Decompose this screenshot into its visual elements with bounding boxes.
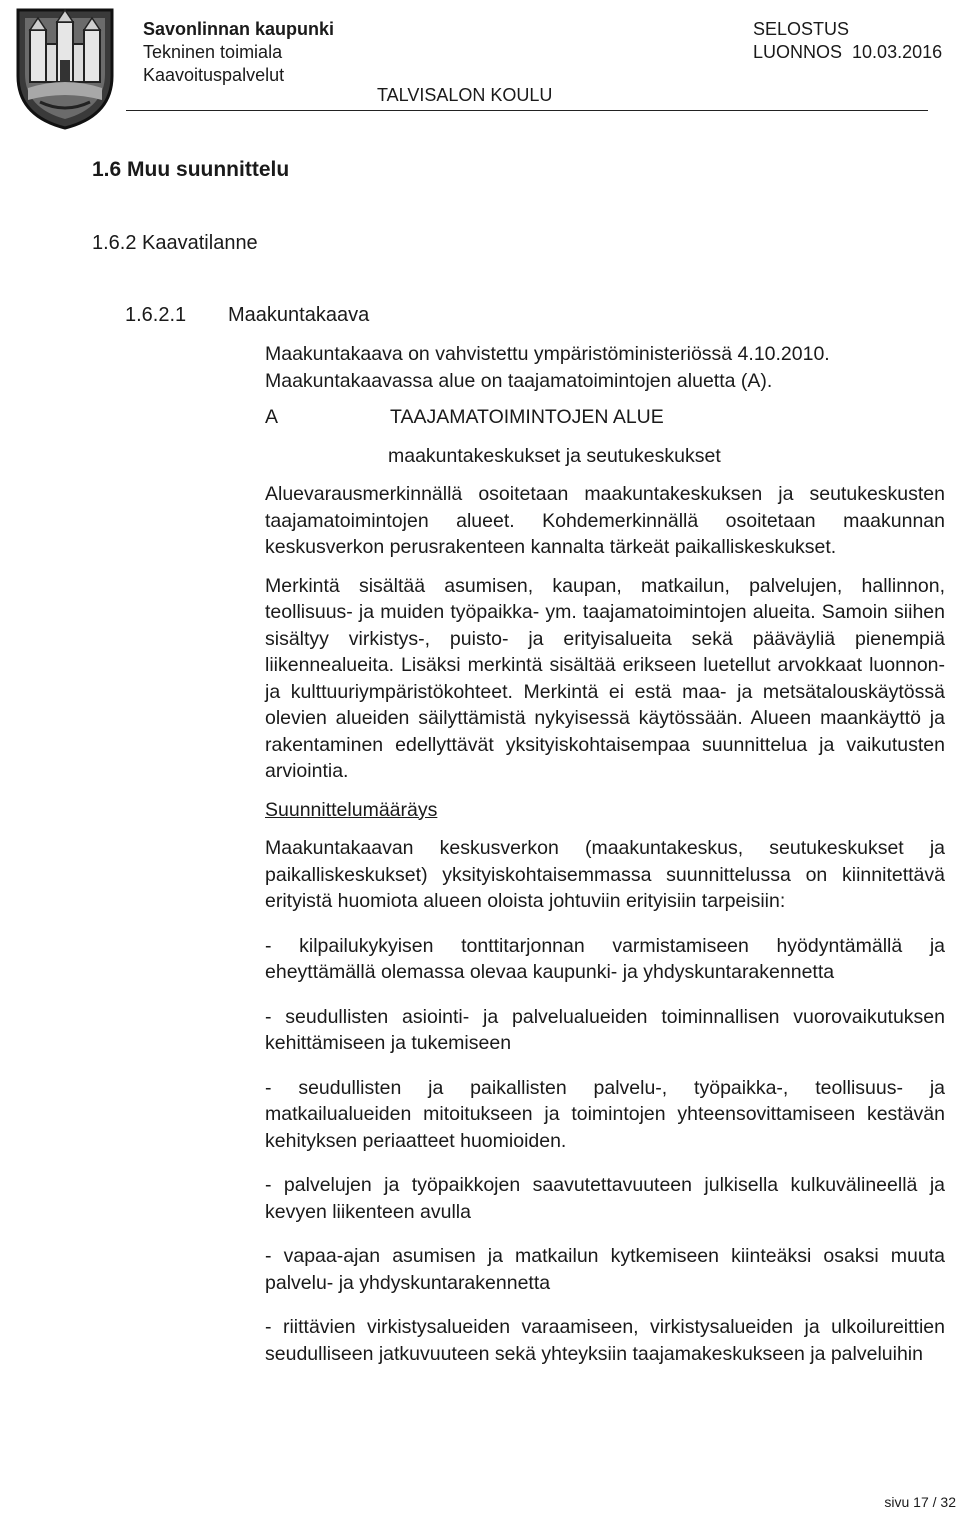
regulation-item-5: - vapaa-ajan asumisen ja matkailun kytkemiseen kiinteäksi osaksi muuta palvelu- ja yhdyskuntarakennetta	[265, 1245, 945, 1294]
organization-name: Savonlinnan kaupunki	[143, 19, 335, 39]
intro-line-2: Maakuntakaavassa alue on taajamatoimintojen aluetta (A).	[265, 369, 773, 392]
regulation-item-2: - seudullisten asiointi- ja palvelualueiden toiminnallisen vuorovaikutuksen kehittämiseen ja tukemiseen	[265, 1005, 945, 1054]
area-subtitle: maakuntakeskukset ja seutukeskukset	[388, 444, 721, 467]
regulation-item-3: - seudullisten ja paikallisten palvelu-, työpaikka-, teollisuus- ja matkailualueiden mitoitukseen ja toimintojen yhteensovittamiseen kestävän kehityksen periaatteet huomioiden.	[265, 1076, 945, 1152]
area-title: TAAJAMATOIMINTOJEN ALUE	[390, 406, 664, 428]
subsubsection-title: Maakuntakaava	[228, 304, 370, 326]
regulation-item-1: - kilpailukykyisen tonttitarjonnan varmistamiseen hyödyntämällä ja eheyttämällä olemassa olevaa kaupunki- ja yhdyskuntarakennetta	[265, 934, 945, 983]
subsubsection-heading	[125, 304, 369, 327]
designation-description: Aluevarausmerkinnällä osoitetaan maakuntakeskuksen ja seutukeskusten taajamatoimintojen alueet. Kohdemerkinnällä osoitetaan maakunnan keskusverkon perusrakenteen kannalta tärkeät paikalliskeskukset.	[265, 483, 945, 558]
header-divider	[126, 110, 928, 111]
area-code: A	[265, 406, 279, 428]
project-title: TALVISALON KOULU	[377, 85, 553, 105]
designation-contents: Merkintä sisältää asumisen, kaupan, matkailun, palvelujen, hallinnon, teollisuus- ja muiden työpaikka- ym. taajamatoimintojen alueita. Samoin siihen sisältyy virkistys-, puisto- ja erityisalueita sekä pääväyliä pienempiä liikennealueita. Lisäksi merkintä sisältää erikseen luetellut arvokkaat luonnon- ja kulttuuriympäristökohteet. Merkintä ei estä maa- ja metsätalouskäytössä olevien alueiden säilyttämistä nykyisessä käytössään. Alueen maankäyttö ja rakentaminen edellyttävät yksityiskohtaisempaa suunnittelua ja vaikutusten arviointia.	[265, 574, 945, 782]
department-name: Tekninen toimiala	[143, 42, 283, 62]
main-content	[265, 341, 945, 1367]
document-status-date	[753, 41, 942, 64]
intro-line-1: Maakuntakaava on vahvistettu ympäristöministeriössä 4.10.2010.	[265, 343, 830, 365]
section-heading: 1.6 Muu suunnittelu	[92, 158, 290, 181]
header-left	[143, 18, 334, 87]
header-right	[753, 18, 942, 64]
subsubsection-number: 1.6.2.1	[125, 304, 187, 326]
regulation-item-4: - palvelujen ja työpaikkojen saavutettavuuteen julkisella kulkuvälineellä ja kevyen liikenteen avulla	[265, 1174, 945, 1223]
subsection-heading: 1.6.2 Kaavatilanne	[92, 232, 258, 254]
area-designation	[265, 404, 945, 431]
regulation-item-6: - riittävien virkistysalueiden varaamiseen, virkistysalueiden ja ulkoilureittien seudulliseen jatkuvuuteen sekä yhteyksiin taajamakeskukseen ja palveluihin	[265, 1316, 945, 1365]
page-number: sivu 17 / 32	[884, 1494, 956, 1510]
savonlinna-coat-of-arms-icon	[10, 4, 120, 132]
document-status: LUONNOS	[753, 42, 843, 62]
document-type: SELOSTUS	[753, 19, 850, 39]
regulation-intro: Maakuntakaavan keskusverkon (maakuntakeskus, seutukeskukset ja paikalliskeskukset) yksityiskohtaisemmassa suunnittelussa on kiinnitettävä erityistä huomiota alueen oloista johtuviin erityisiin tarpeisiin:	[265, 837, 945, 912]
unit-name: Kaavoituspalvelut	[143, 65, 285, 85]
regulation-heading: Suunnittelumääräys	[265, 798, 438, 821]
document-date: 10.03.2016	[852, 42, 943, 62]
